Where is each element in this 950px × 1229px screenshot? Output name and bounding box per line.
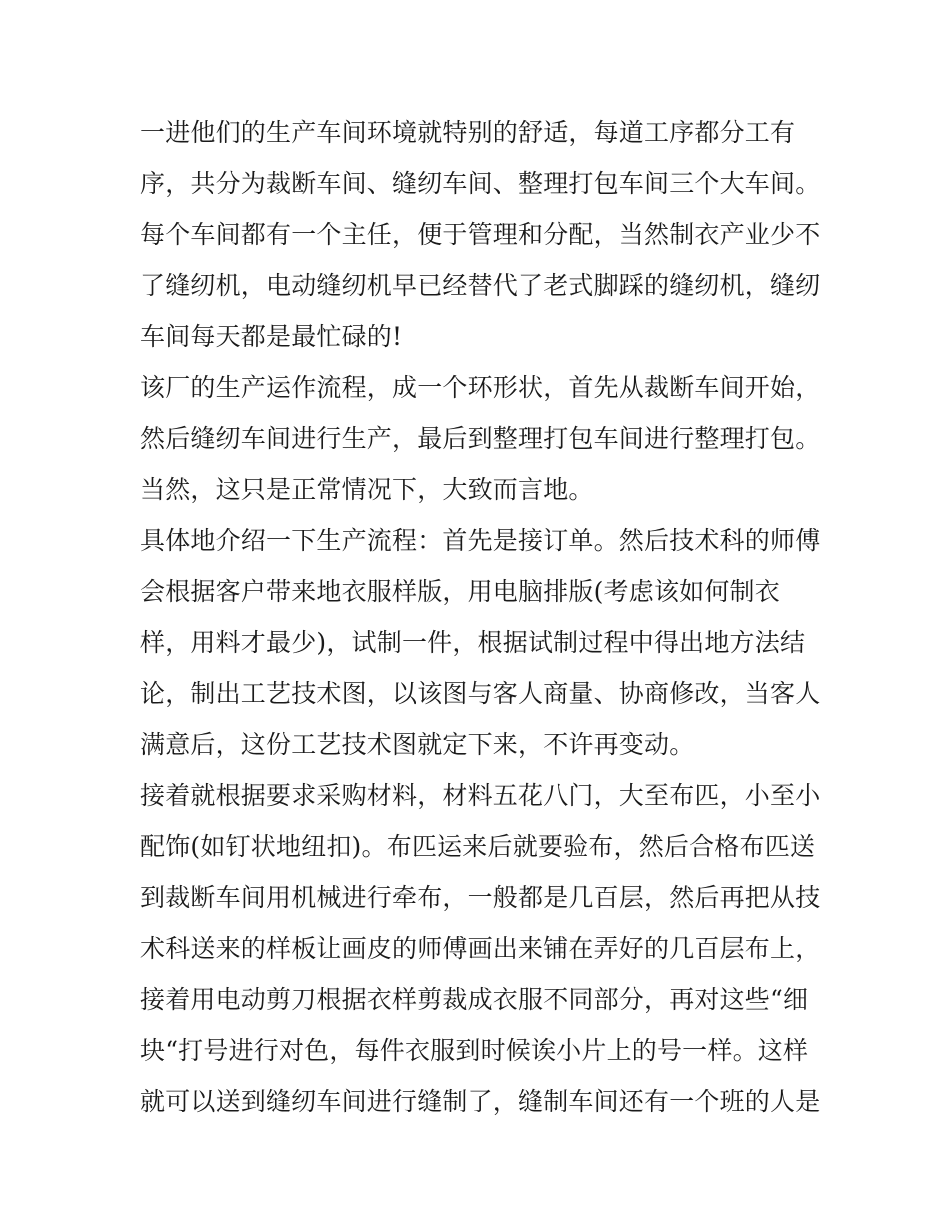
text-line: 会根据客户带来地衣服样版，用电脑排版(考虑该如何制衣 xyxy=(140,577,780,606)
text-line: 样，用料才最少)，试制一件，根据试制过程中得出地方法结 xyxy=(140,628,806,657)
text-line: 配饰(如钉状地纽扣)。布匹运来后就要验布，然后合格布匹送 xyxy=(140,832,816,861)
text-line: 接着用电动剪刀根据衣样剪裁成衣服不同部分，再对这些“细 xyxy=(140,985,809,1014)
text-line: 然后缝纫车间进行生产，最后到整理打包车间进行整理打包。 xyxy=(140,424,821,453)
text-line: 当然，这只是正常情况下，大致而言地。 xyxy=(140,475,594,504)
text-line: 具体地介绍一下生产流程：首先是接订单。然后技术科的师傅 xyxy=(140,526,821,555)
text-line: 论，制出工艺技术图，以该图与客人商量、协商修改，当客人 xyxy=(140,679,821,708)
text-line: 序，共分为裁断车间、缝纫车间、整理打包车间三个大车间。 xyxy=(140,169,821,198)
text-line: 到裁断车间用机械进行牵布，一般都是几百层，然后再把从技 xyxy=(140,883,821,912)
text-line: 车间每天都是最忙碌的! xyxy=(140,322,403,351)
text-line: 该厂的生产运作流程，成一个环形状，首先从裁断车间开始， xyxy=(140,373,821,402)
text-line: 一进他们的生产车间环境就特别的舒适，每道工序都分工有 xyxy=(140,118,796,147)
text-line: 了缝纫机，电动缝纫机早已经替代了老式脚踩的缝纫机，缝纫 xyxy=(140,271,821,300)
text-line: 接着就根据要求采购材料，材料五花八门，大至布匹，小至小 xyxy=(140,781,821,810)
text-line: 术科送来的样板让画皮的师傅画出来铺在弄好的几百层布上， xyxy=(140,934,821,963)
text-line: 就可以送到缝纫车间进行缝制了，缝制车间还有一个班的人是 xyxy=(140,1087,821,1116)
text-line: 块“打号进行对色，每件衣服到时候诶小片上的号一样。这样 xyxy=(140,1036,809,1065)
document-body xyxy=(140,107,820,1127)
text-line: 每个车间都有一个主任，便于管理和分配，当然制衣产业少不 xyxy=(140,220,821,249)
text-line: 满意后，这份工艺技术图就定下来，不许再变动。 xyxy=(140,730,695,759)
